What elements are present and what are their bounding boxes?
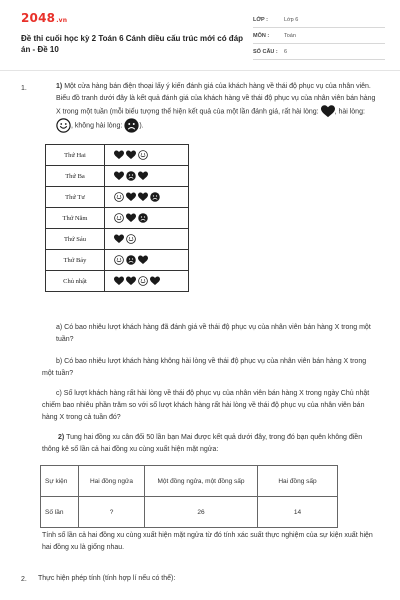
day-label: Thứ Ba: [46, 166, 105, 187]
sad-face-icon: [126, 255, 136, 265]
heart-icon: [114, 276, 124, 286]
meta-value: Toán: [284, 33, 296, 39]
heart-icon: [126, 150, 136, 160]
table-header-cell: Hai đồng ngửa: [79, 466, 145, 497]
legend-text: , không hài lòng:: [71, 122, 123, 130]
sad-face-icon: [150, 192, 160, 202]
day-label: Thứ Năm: [46, 208, 105, 229]
meta-info: [253, 13, 385, 61]
heart-icon: [138, 192, 148, 202]
pictograph-table: [45, 144, 189, 292]
sub-question-c: c) Số lượt khách hàng rất hài lòng về thái độ phục vụ của nhân viên bán hàng X trong ngày Chủ nhật chiếm bao nhiêu phần trăm so với số lượt khách hàng rất hài lòng về thái độ phục vụ của nhân viên bán hàng X trong cả tuần đó?: [42, 390, 370, 421]
document-title: Đề thi cuối học kỳ 2 Toán 6 Cánh diều cấu trúc mới có đáp án - Đề 10: [21, 34, 244, 54]
rating-icons: [105, 187, 189, 208]
table-header-cell: Sự kiện: [41, 466, 79, 497]
table-row: [46, 208, 189, 229]
rating-icons: [105, 145, 189, 166]
table-row: [46, 187, 189, 208]
heart-icon: [126, 276, 136, 286]
heart-icon: [126, 213, 136, 223]
sad-face-icon: [138, 213, 148, 223]
question1-part2: [42, 432, 374, 456]
happy-face-icon: [138, 276, 148, 286]
table-cell: 14: [258, 497, 338, 528]
day-label: Thứ Sáu: [46, 229, 105, 250]
question-number: 1.: [21, 85, 27, 92]
meta-row-class: [253, 13, 385, 28]
table-header-cell: Một đồng ngửa, một đồng sấp: [145, 466, 258, 497]
logo-text: 2048: [21, 11, 56, 25]
table-cell: ?: [79, 497, 145, 528]
sad-face-icon: [124, 118, 139, 133]
happy-face-icon: [114, 213, 124, 223]
meta-key: LỚP :: [253, 17, 268, 23]
meta-value: Lớp 6: [284, 17, 299, 23]
happy-face-icon: [114, 192, 124, 202]
rating-icons: [105, 166, 189, 187]
rating-icons: [105, 271, 189, 292]
table-row: [46, 145, 189, 166]
meta-key: MÔN :: [253, 33, 270, 39]
table-cell: Số lần: [41, 497, 79, 528]
meta-key: SỐ CÂU :: [253, 49, 278, 55]
part2-text: Tung hai đồng xu cân đối 50 lần bạn Mai được kết quả dưới đây, trong đó bạn quên không điền thông kê số lần cả hai đồng xu cùng xuất hiện mặt ngửa:: [42, 434, 363, 453]
happy-face-icon: [138, 150, 148, 160]
sad-face-icon: [126, 171, 136, 181]
happy-face-icon: [114, 255, 124, 265]
day-label: Thứ Tư: [46, 187, 105, 208]
heart-icon: [150, 276, 160, 286]
question1-intro: [56, 81, 376, 133]
legend-text: , hài lòng:: [334, 108, 365, 116]
table-header-cell: Hai đồng sấp: [258, 466, 338, 497]
happy-face-icon: [126, 234, 136, 244]
heart-icon: [114, 171, 124, 181]
table-header-row: [41, 466, 338, 497]
happy-face-icon: [56, 118, 71, 133]
table-row: [46, 250, 189, 271]
table-row: [41, 497, 338, 528]
intro-text: Một cửa hàng bán điện thoại lấy ý kiến đánh giá của khách hàng về thái độ phục vụ của nhân viên. Biểu đồ tranh dưới đây là kết quả đánh giá của khách hàng về thái độ phục vụ của nhân viên bán hàng X trong một tuần (mỗi biểu tượng thể hiện kết quả của một lần đánh giá, rất hài lòng:: [56, 83, 376, 116]
day-label: Chủ nhật: [46, 271, 105, 292]
rating-icons: [105, 208, 189, 229]
heart-icon: [138, 171, 148, 181]
heart-icon: [114, 150, 124, 160]
table-row: [46, 166, 189, 187]
header-divider: [0, 70, 400, 71]
rating-icons: [105, 229, 189, 250]
table-cell: 26: [145, 497, 258, 528]
sub-question-b: b) Có bao nhiêu lượt khách hàng không hài lòng về thái độ phục vụ của nhân viên bán hàng X trong một tuần?: [42, 358, 367, 377]
meta-row-question-count: [253, 45, 385, 60]
page-header: [0, 0, 400, 62]
part-label: 2): [58, 434, 65, 441]
coin-table: [40, 465, 338, 528]
site-logo[interactable]: [21, 11, 67, 25]
heart-icon: [126, 192, 136, 202]
heart-icon: [321, 105, 335, 118]
logo-suffix: .vn: [56, 17, 68, 24]
meta-value: 6: [284, 49, 288, 55]
rating-icons: [105, 250, 189, 271]
day-label: Thứ Hai: [46, 145, 105, 166]
question2-text: Thực hiện phép tính (tính hợp lí nếu có thể):: [38, 575, 176, 582]
day-label: Thứ Bảy: [46, 250, 105, 271]
heart-icon: [138, 255, 148, 265]
part-label: 1): [56, 83, 63, 90]
question1-part2-question: Tính số lần cả hai đồng xu cùng xuất hiện mặt ngửa từ đó tính xác suất thực nghiệm của sự kiện xuất hiện hai đồng xu là giống nhau.: [42, 532, 373, 551]
table-row: [46, 229, 189, 250]
legend-text: ).: [139, 122, 144, 130]
heart-icon: [114, 234, 124, 244]
sub-question-a: a) Có bao nhiêu lượt khách hàng đã đánh giá về thái độ phục vụ của nhân viên bán hàng X trong một tuần?: [56, 324, 371, 343]
question-number: 2.: [21, 576, 27, 583]
meta-row-subject: [253, 29, 385, 44]
table-row: [46, 271, 189, 292]
